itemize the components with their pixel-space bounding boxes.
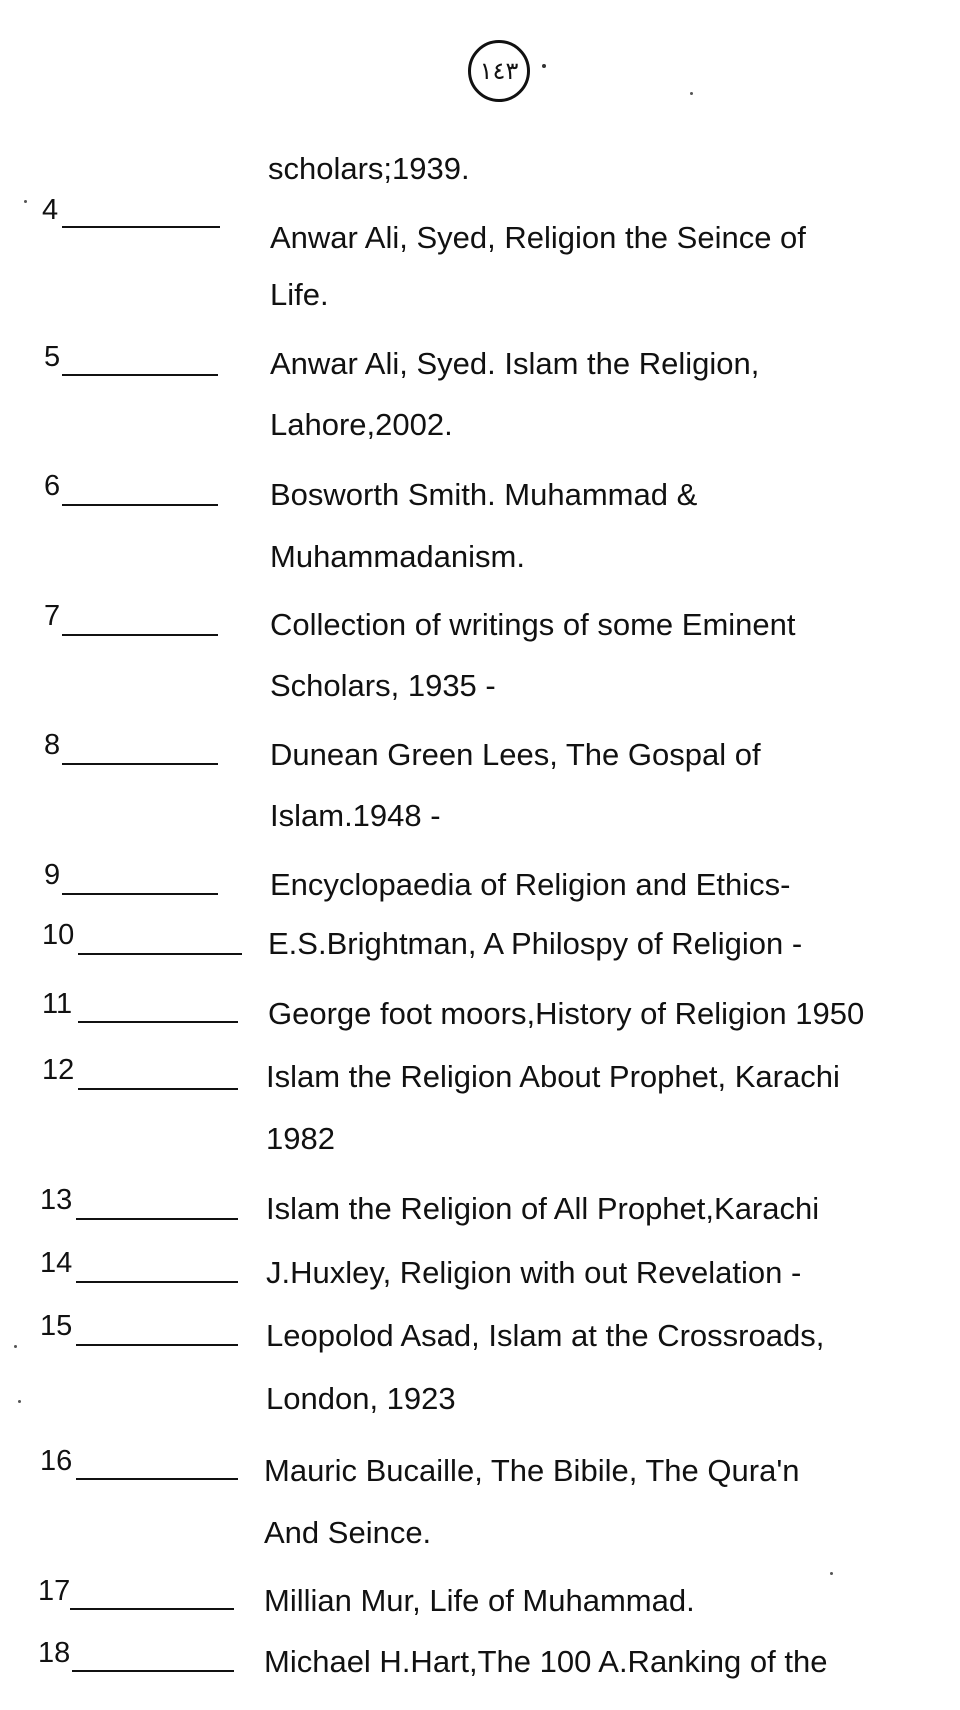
entry-number: 14: [40, 1247, 73, 1279]
entry-text-line: Bosworth Smith. Muhammad &: [270, 477, 698, 512]
entry-text-line: Lahore,2002.: [270, 407, 453, 442]
entry-rule: [62, 374, 218, 376]
entry-rule: [76, 1281, 238, 1283]
entry-text-line: Scholars, 1935 -: [270, 668, 496, 703]
entry-number: 4: [42, 194, 59, 226]
entry-rule: [62, 226, 220, 228]
entry-text-line: Dunean Green Lees, The Gospal of: [270, 737, 761, 772]
page-number: ١٤٣: [479, 57, 519, 85]
entry-text-line: Muhammadanism.: [270, 539, 525, 574]
entry-rule: [76, 1478, 238, 1480]
entry-number: 6: [44, 470, 61, 502]
page-number-dot: [542, 64, 546, 68]
entry-text-line: Anwar Ali, Syed, Religion the Seince of: [270, 220, 806, 255]
entry-rule: [78, 1088, 238, 1090]
entry-number: 9: [44, 859, 61, 891]
entry-text-line: Collection of writings of some Eminent: [270, 607, 796, 642]
entry-rule: [62, 763, 218, 765]
entry-rule: [62, 634, 218, 636]
entry-rule: [76, 1344, 238, 1346]
entry-rule: [62, 504, 218, 506]
entry-text-line: Islam the Religion of All Prophet,Karachi: [266, 1191, 820, 1226]
entry-number: 16: [40, 1445, 73, 1477]
entry-text-line: 1982: [266, 1121, 335, 1156]
entry-text-line: Life.: [270, 277, 329, 312]
entry-number: 10: [42, 919, 75, 951]
scan-speck: [14, 1345, 17, 1348]
entry-number: 5: [44, 341, 61, 373]
entry-text-line: Leopolod Asad, Islam at the Crossroads,: [266, 1318, 825, 1353]
entry-number: 15: [40, 1310, 73, 1342]
entry-number: 7: [44, 600, 61, 632]
entry-rule: [70, 1608, 234, 1610]
entry-rule: [78, 953, 242, 955]
entry-rule: [78, 1021, 238, 1023]
entry-text-line: Islam.1948 -: [270, 798, 441, 833]
entry-text-line: Mauric Bucaille, The Bibile, The Qura'n: [264, 1453, 800, 1488]
entry-text-line: George foot moors,History of Religion 1950: [268, 996, 865, 1031]
scan-speck: [830, 1572, 833, 1575]
page-number-badge: [468, 40, 530, 102]
entry-text-line: Anwar Ali, Syed. Islam the Religion,: [270, 346, 760, 381]
scan-speck: [18, 1400, 21, 1403]
entry-text-line: And Seince.: [264, 1515, 432, 1550]
scan-speck: [24, 200, 27, 203]
entry-text-line: Michael H.Hart,The 100 A.Ranking of the: [264, 1644, 828, 1679]
entry-number: 12: [42, 1054, 75, 1086]
entry-number: 18: [38, 1637, 71, 1669]
entry-text-line: E.S.Brightman, A Philospy of Religion -: [268, 926, 803, 961]
continuation-line: scholars;1939.: [268, 151, 470, 186]
entry-rule: [72, 1670, 234, 1672]
entry-rule: [76, 1218, 238, 1220]
entry-number: 8: [44, 729, 61, 761]
scan-speck: [690, 92, 693, 95]
entry-number: 11: [42, 988, 73, 1020]
entry-text-line: London, 1923: [266, 1381, 456, 1416]
entry-rule: [62, 893, 218, 895]
entry-number: 17: [38, 1575, 71, 1607]
entry-text-line: Islam the Religion About Prophet, Karachi: [266, 1059, 840, 1094]
entry-number: 13: [40, 1184, 73, 1216]
entry-text-line: Millian Mur, Life of Muhammad.: [264, 1583, 695, 1618]
entry-text-line: J.Huxley, Religion with out Revelation -: [266, 1255, 802, 1290]
entry-text-line: Encyclopaedia of Religion and Ethics-: [270, 867, 791, 902]
